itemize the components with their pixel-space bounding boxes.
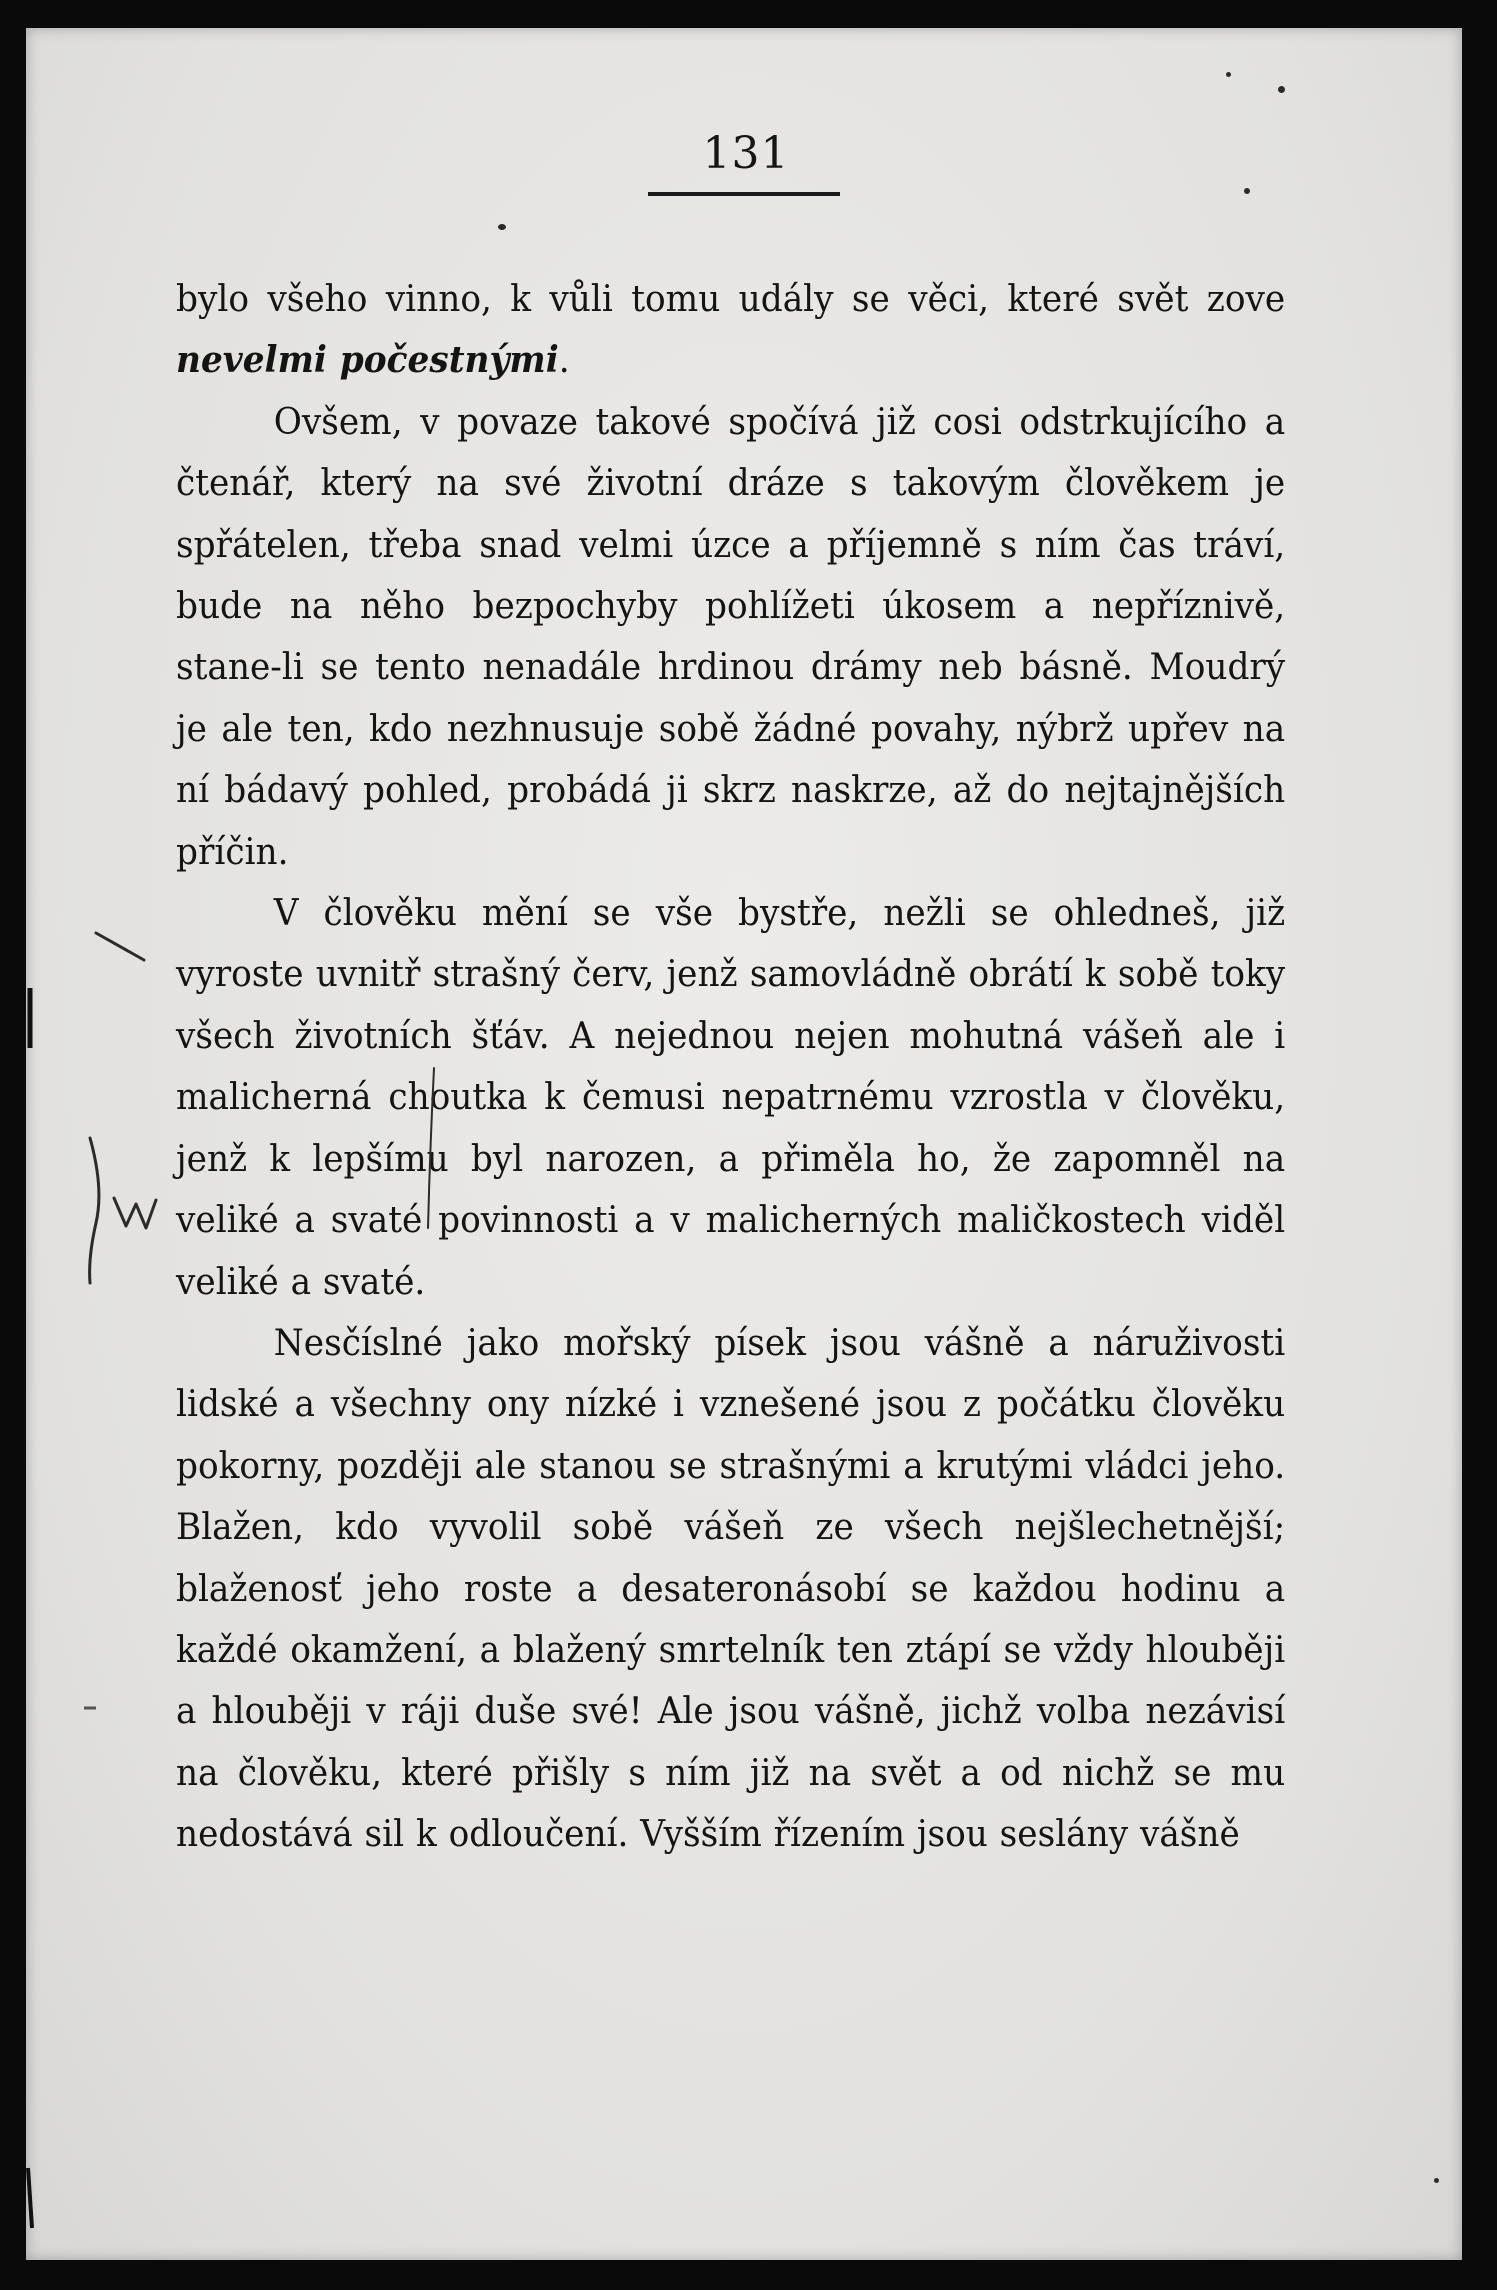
paragraph-4: Nesčíslné jako mořský písek jsou vášně a náruživosti lidské a všechny ony nízké i vznešené jsou z počátku člověku pokorny, později ale stanou se strašnými a krutými vládci jeho. Blažen, kdo vyvolil sobě vášeň ze všech nejšlechetnější; blaženosť jeho roste a desateronásobí se každou hodinu a každé okamžení, a blažený smrtelník ten ztápí se vždy hlouběji a hlouběji v ráji duše své! Ale jsou vášně, jichž volba nezávisí na člověku, které přišly s ním již na svět a od nichž se mu nedostává sil k odloučení. Vyšším řízením jsou seslány vášně [176,1320,1286,1856]
book-page [26,28,1462,2260]
page-number: 131 [702,128,790,179]
dust-speck [1226,72,1231,77]
dust-speck [498,224,506,230]
paragraph-3: V člověku mění se vše bystře, nežli se ohledneš, již vyroste uvnitř strašný červ, jenž samovládně obrátí k sobě toky všech životních šťáv. A nejednou nejen mohutná vášeň ale i malicherná choutka k čemusi nepatrnému vzrostla v člověku, jenž k lepšímu byl narozen, a přiměla ho, že zapomněl na veliké a svaté povinnosti a v malicherných maličkostech viděl veliké a svaté. [176,891,1286,1303]
paragraph-1-end: . [558,338,570,382]
paragraph-1-text: bylo všeho vinno, k vůli tomu udály se věci, které svět zove [176,277,1286,320]
dust-speck [1278,86,1285,93]
dust-speck [1434,2178,1439,2183]
pencil-marginalia-icon [26,28,1462,2260]
paragraph-2: Ovšem, v povaze takové spočívá již cosi odstrkujícího a čtenář, který na své životní dráze s takovým člověkem je spřátelen, třeba snad velmi úzce a příjemně s ním čas tráví, bude na něho bezpochyby pohlížeti úkosem a nepříznivě, stane-li se tento nenadále hrdinou drámy neb básně. Moudrý je ale ten, kdo nezhnusuje sobě žádné povahy, nýbrž upřev na ní bádavý pohled, probádá ji skrz naskrze, až do nejtajnějších příčin. [176,399,1286,873]
dust-speck [1244,188,1250,194]
emphasis-text: nevelmi počestnými [176,338,559,382]
